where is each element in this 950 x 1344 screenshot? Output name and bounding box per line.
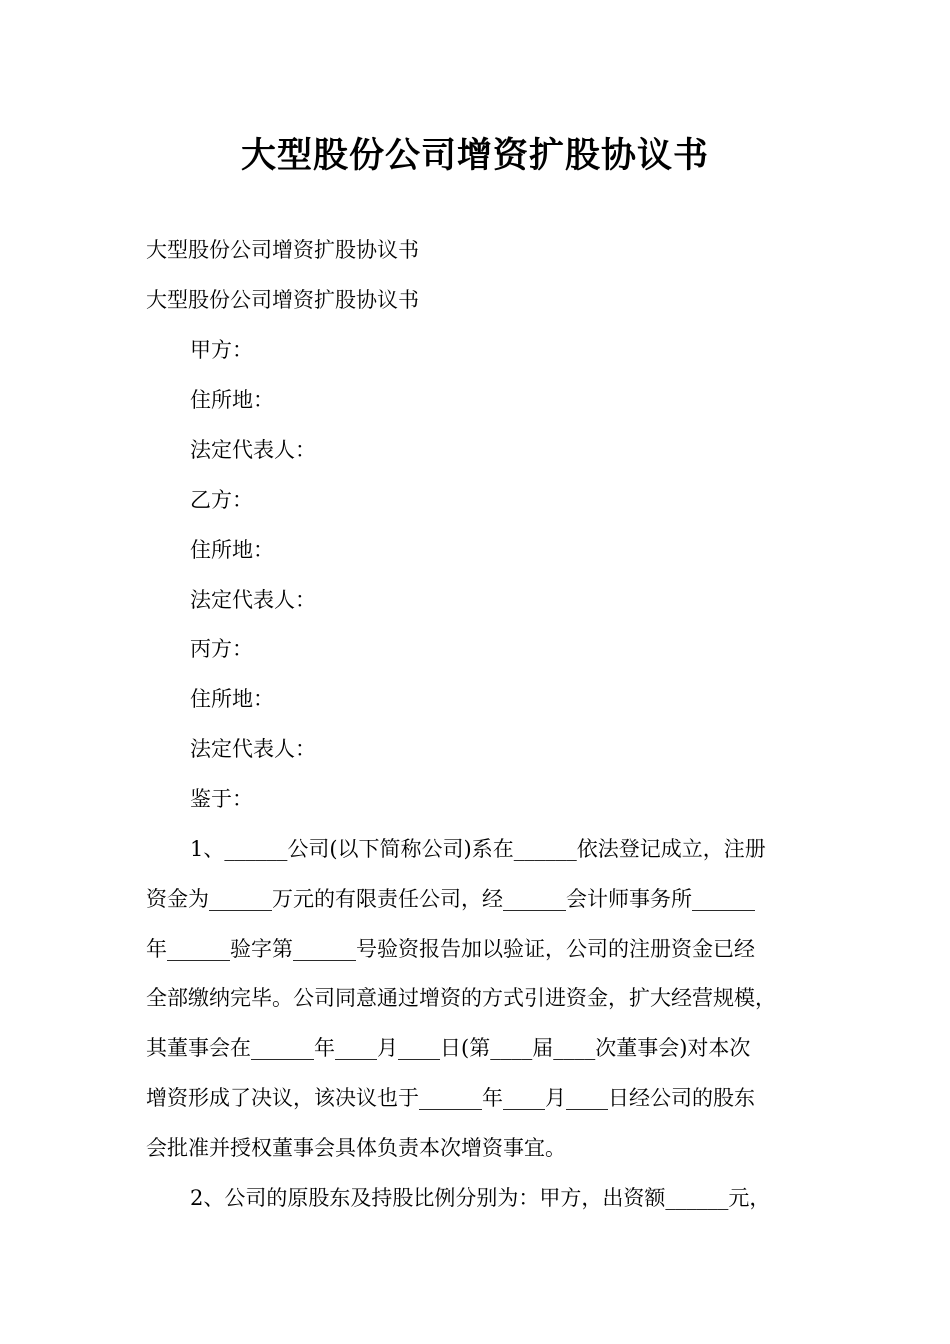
clause-1-line: 年______验字第______号验资报告加以验证，公司的注册资金已经 bbox=[146, 937, 755, 961]
clause-1-line: 增资形成了决议，该决议也于______年____月____日经公司的股东 bbox=[146, 1086, 755, 1110]
clause-2-line: 2、公司的原股东及持股比例分别为：甲方，出资额______元， bbox=[190, 1186, 771, 1210]
document-title: 大型股份公司增资扩股协议书 bbox=[240, 136, 709, 176]
clause-1-line: 其董事会在______年____月____日(第____届____次董事会)对本次 bbox=[146, 1036, 751, 1060]
subtitle-line: 大型股份公司增资扩股协议书 bbox=[146, 238, 419, 262]
party-a-representative: 法定代表人： bbox=[190, 438, 316, 462]
whereas-label: 鉴于： bbox=[190, 787, 253, 811]
clause-1-line: 会批准并授权董事会具体负责本次增资事宜。 bbox=[146, 1136, 566, 1160]
clause-1-line: 全部缴纳完毕。公司同意通过增资的方式引进资金，扩大经营规模， bbox=[146, 986, 776, 1010]
party-c-label: 丙方： bbox=[190, 637, 253, 661]
subtitle-line: 大型股份公司增资扩股协议书 bbox=[146, 288, 419, 312]
party-c-address: 住所地： bbox=[190, 687, 274, 711]
party-b-representative: 法定代表人： bbox=[190, 588, 316, 612]
party-b-address: 住所地： bbox=[190, 538, 274, 562]
party-a-address: 住所地： bbox=[190, 388, 274, 412]
party-a-label: 甲方： bbox=[190, 338, 253, 362]
party-b-label: 乙方： bbox=[190, 488, 253, 512]
clause-1-line: 1、______公司(以下简称公司)系在______依法登记成立，注册 bbox=[190, 837, 766, 861]
party-c-representative: 法定代表人： bbox=[190, 737, 316, 761]
clause-1-line: 资金为______万元的有限责任公司，经______会计师事务所______ bbox=[146, 887, 755, 911]
